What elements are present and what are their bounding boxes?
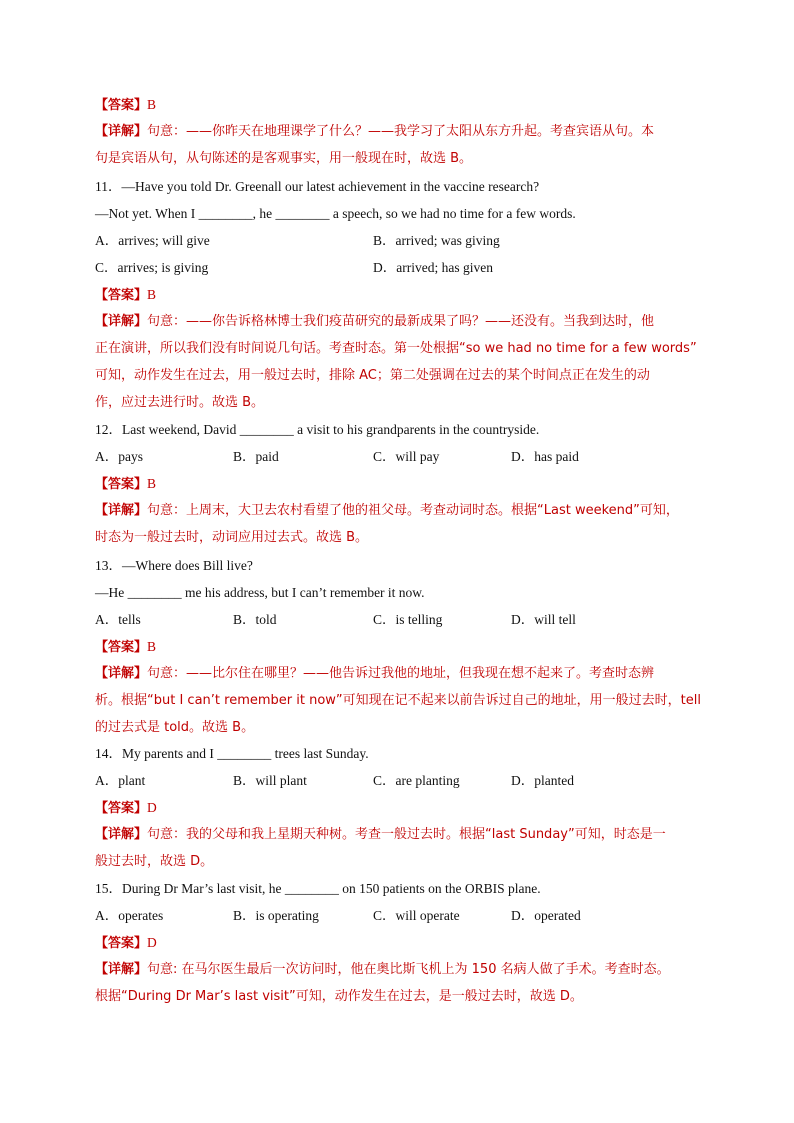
q14-answer: 【答案】D	[95, 800, 157, 816]
q15-option-a: A．operates	[95, 908, 164, 923]
q15-options	[95, 902, 715, 929]
q14-detail-line-2: 般过去时，故选 D。	[95, 854, 214, 869]
q13-stem: 13．—Where does Bill live?	[95, 558, 253, 573]
q14-option-d: D．planted	[511, 773, 574, 788]
q12-option-b: B．paid	[233, 449, 279, 464]
q14-options	[95, 767, 715, 794]
q13-detail-line-1: 【详解】句意：——比尔住在哪里？——他告诉过我他的地址，但我现在想不起来了。考查时态辨	[95, 666, 655, 681]
q15-detail-line-1: 【详解】句意: 在马尔医生最后一次访问时，他在奥比斯飞机上为 150 名病人做了手术。考查时态。	[95, 962, 670, 977]
q13-detail-line-2: 析。根据“but I can’t remember it now”可知现在记不起来以前告诉过自己的地址，用一般过去时，tell	[95, 693, 701, 708]
q11-detail-line-3: 可知，动作发生在过去，用一般过去时，排除 AC；第二处强调在过去的某个时间点正在发生的动	[95, 368, 650, 383]
q14-stem: 14．My parents and I ________ trees last Sunday.	[95, 746, 369, 761]
q11-option-d: D．arrived; has given	[373, 260, 493, 275]
q14-section	[95, 740, 715, 875]
q13-detail-line-3: 的过去式是 told。故选 B。	[95, 720, 255, 735]
q12-option-c: C．will pay	[373, 449, 440, 464]
q15-option-d: D．operated	[511, 908, 581, 923]
q11-stem-reply: —Not yet. When I ________, he ________ a speech, so we had no time for a few words.	[95, 206, 576, 221]
q11-stem: 11．—Have you told Dr. Greenall our latest achievement in the vaccine research?	[95, 179, 540, 194]
q11-detail-line-2: 正在演讲，所以我们没有时间说几句话。考查时态。第一处根据“so we had no time for a few words”	[95, 341, 697, 356]
q11-answer: 【答案】B	[95, 287, 157, 303]
q13-option-a: A．tells	[95, 612, 141, 627]
q12-detail-line-1: 【详解】句意：上周末，大卫去农村看望了他的祖父母。考查动词时态。根据“Last weekend”可知，	[95, 503, 679, 518]
q11-option-a: A．arrives; will give	[95, 233, 210, 248]
q14-option-b: B．will plant	[233, 773, 307, 788]
q12-option-a: A．pays	[95, 449, 143, 464]
q15-stem: 15．During Dr Mar’s last visit, he ________ on 150 patients on the ORBIS plane.	[95, 881, 541, 896]
q13-stem-reply: —He ________ me his address, but I can’t remember it now.	[95, 585, 425, 600]
q14-option-a: A．plant	[95, 773, 146, 788]
q15-option-c: C．will operate	[373, 908, 460, 923]
q13-option-d: D．will tell	[511, 612, 576, 627]
q10-detail-line-2: 句是宾语从句，从句陈述的是客观事实，用一般现在时，故选 B。	[95, 151, 473, 166]
q15-section	[95, 875, 715, 1010]
q10-section	[95, 91, 715, 172]
q10-detail-line-1: 【详解】句意：——你昨天在地理课学了什么？——我学习了太阳从东方升起。考查宾语从句。本	[95, 124, 655, 139]
q15-answer: 【答案】D	[95, 935, 157, 951]
q12-section	[95, 416, 715, 551]
q11-option-b: B．arrived; was giving	[373, 233, 500, 248]
q13-option-c: C．is telling	[373, 612, 443, 627]
q11-section	[95, 173, 715, 416]
q12-answer: 【答案】B	[95, 476, 157, 492]
q13-answer: 【答案】B	[95, 639, 157, 655]
q12-options	[95, 443, 715, 470]
q15-detail-line-2: 根据“During Dr Mar’s last visit”可知，动作发生在过去，是一般过去时，故选 D。	[95, 989, 583, 1004]
q13-options	[95, 606, 715, 633]
q14-option-c: C．are planting	[373, 773, 460, 788]
q12-option-d: D．has paid	[511, 449, 579, 464]
q11-detail-line-1: 【详解】句意：——你告诉格林博士我们疫苗研究的最新成果了吗？——还没有。当我到达时，他	[95, 314, 655, 329]
q13-option-b: B．told	[233, 612, 277, 627]
q12-stem: 12．Last weekend, David ________ a visit to his grandparents in the countryside.	[95, 422, 540, 437]
q11-options-row-1	[95, 227, 715, 254]
q12-detail-line-2: 时态为一般过去时，动词应用过去式。故选 B。	[95, 530, 369, 545]
q11-detail-line-4: 作，应过去进行时。故选 B。	[95, 395, 265, 410]
q13-section	[95, 552, 715, 741]
q15-option-b: B．is operating	[233, 908, 319, 923]
q14-detail-line-1: 【详解】句意：我的父母和我上星期天种树。考查一般过去时。根据“last Sunday”可知，时态是一	[95, 827, 666, 842]
q11-option-c: C．arrives; is giving	[95, 260, 209, 275]
q10-answer: 【答案】B	[95, 97, 157, 113]
q11-options-row-2	[95, 254, 715, 281]
